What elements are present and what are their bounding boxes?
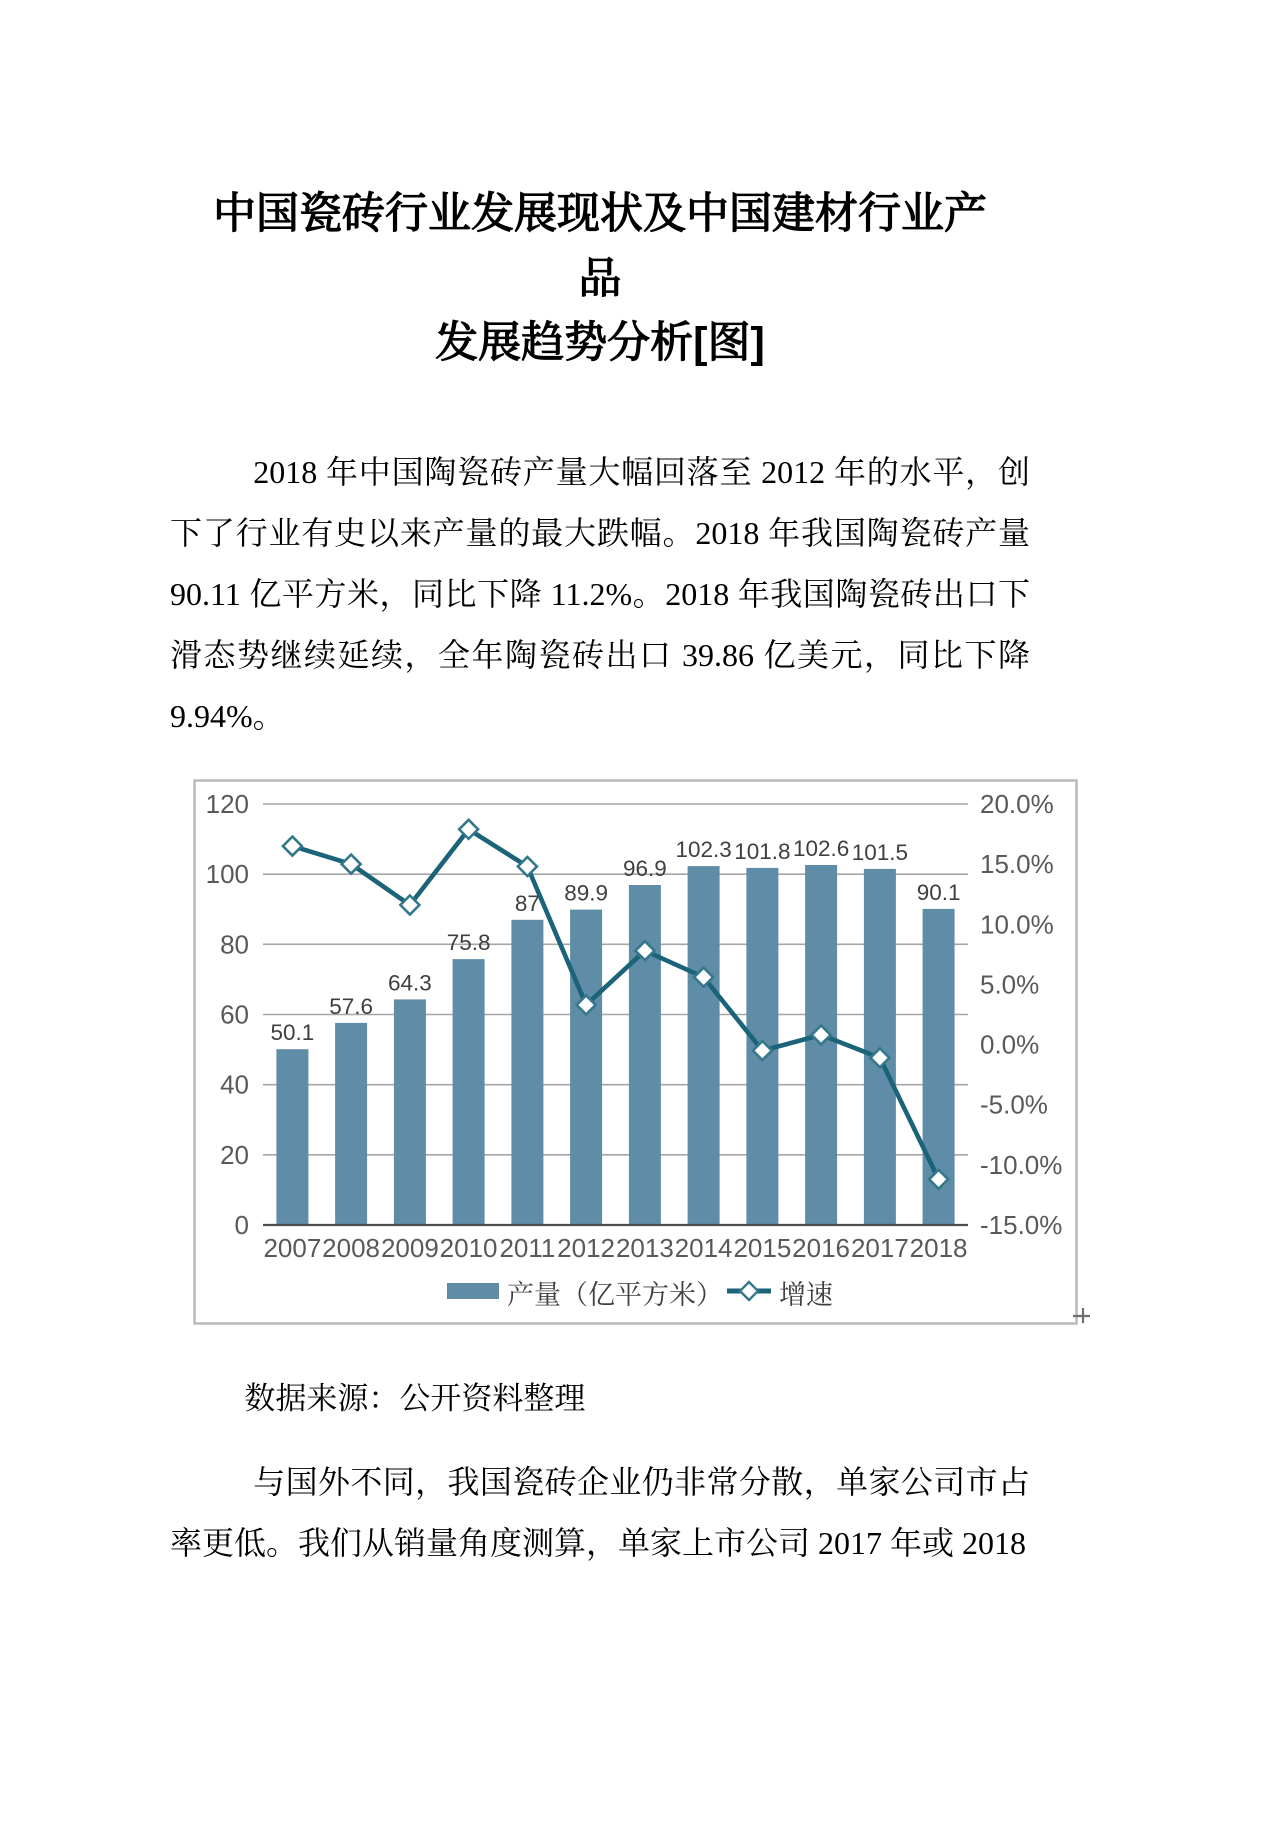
svg-text:2013: 2013 [615, 1232, 674, 1263]
bar-2013 [629, 885, 661, 1225]
svg-text:-10.0%: -10.0% [980, 1149, 1063, 1180]
bar-2012 [570, 909, 602, 1224]
page-title [194, 182, 1006, 376]
svg-text:64.3: 64.3 [388, 969, 432, 995]
svg-text:102.6: 102.6 [792, 835, 850, 861]
svg-text:5.0%: 5.0% [980, 968, 1040, 999]
chart-canvas [193, 779, 1098, 1325]
svg-text:2007: 2007 [263, 1232, 322, 1263]
svg-text:20.0%: 20.0% [980, 788, 1054, 819]
bar-2010 [453, 959, 485, 1225]
svg-text:2011: 2011 [499, 1232, 556, 1263]
svg-text:50.1: 50.1 [270, 1019, 315, 1045]
data-source-note: 数据来源：公开资料整理 [244, 1380, 586, 1416]
svg-text:2010: 2010 [439, 1232, 498, 1263]
svg-text:-15.0%: -15.0% [980, 1209, 1063, 1240]
page-title-line2: 发展趋势分析[图] [435, 319, 765, 367]
svg-text:102.3: 102.3 [675, 836, 732, 862]
svg-text:80: 80 [220, 928, 249, 959]
svg-text:2017: 2017 [850, 1232, 909, 1263]
page-title-line1: 中国瓷砖行业发展现状及中国建材行业产品 [213, 190, 987, 303]
bar-2014 [688, 866, 720, 1225]
svg-text:2008: 2008 [322, 1232, 381, 1263]
svg-text:96.9: 96.9 [623, 855, 667, 881]
bar-2009 [394, 999, 426, 1225]
svg-text:101.8: 101.8 [734, 838, 791, 864]
legend-bar-swatch [447, 1283, 499, 1299]
paragraph-production-summary: 2018 年中国陶瓷砖产量大幅回落至 2012 年的水平，创下了行业有史以来产量的最大跌幅。2018 年我国陶瓷砖产量 90.11 亿平方米，同比下降 11.2%。2018 年我国陶瓷砖出口下滑态势继续延续，全年陶瓷砖出口 39.86 亿美元，同比下降 9.94%。 [170, 453, 1030, 734]
svg-text:2014: 2014 [674, 1232, 733, 1263]
svg-text:2012: 2012 [557, 1232, 616, 1263]
svg-text:0: 0 [234, 1209, 249, 1240]
svg-text:89.9: 89.9 [564, 880, 608, 906]
production-growth-chart [193, 779, 1098, 1325]
svg-text:20: 20 [220, 1139, 249, 1170]
legend-line-label: 增速 [779, 1279, 833, 1310]
legend-bar-label: 产量（亿平方米） [507, 1279, 723, 1310]
svg-text:2018: 2018 [909, 1232, 968, 1263]
bar-2008 [335, 1022, 367, 1224]
x-axis-labels [263, 1233, 967, 1263]
bar-2011 [511, 919, 543, 1224]
svg-text:2015: 2015 [733, 1232, 792, 1263]
svg-text:75.8: 75.8 [446, 929, 491, 955]
svg-text:101.5: 101.5 [851, 839, 909, 865]
svg-text:0.0%: 0.0% [980, 1029, 1040, 1060]
svg-text:87: 87 [514, 890, 540, 916]
article-page [170, 182, 1063, 1574]
svg-text:90.1: 90.1 [916, 879, 961, 905]
svg-text:40: 40 [220, 1069, 249, 1100]
svg-text:100: 100 [205, 858, 249, 889]
svg-text:2009: 2009 [380, 1232, 439, 1263]
svg-text:2016: 2016 [792, 1232, 851, 1263]
paragraph-market-share: 与国外不同，我国瓷砖企业仍非常分散，单家公司市占率更低。我们从销量角度测算，单家上市公司 2017 年或 2018 [170, 1463, 1030, 1561]
svg-text:57.6: 57.6 [329, 993, 373, 1019]
bar-2007 [276, 1049, 308, 1225]
svg-text:120: 120 [205, 788, 249, 819]
svg-text:60: 60 [220, 999, 249, 1029]
svg-text:-5.0%: -5.0% [980, 1089, 1048, 1120]
svg-text:10.0%: 10.0% [980, 908, 1054, 939]
svg-text:15.0%: 15.0% [980, 848, 1054, 879]
